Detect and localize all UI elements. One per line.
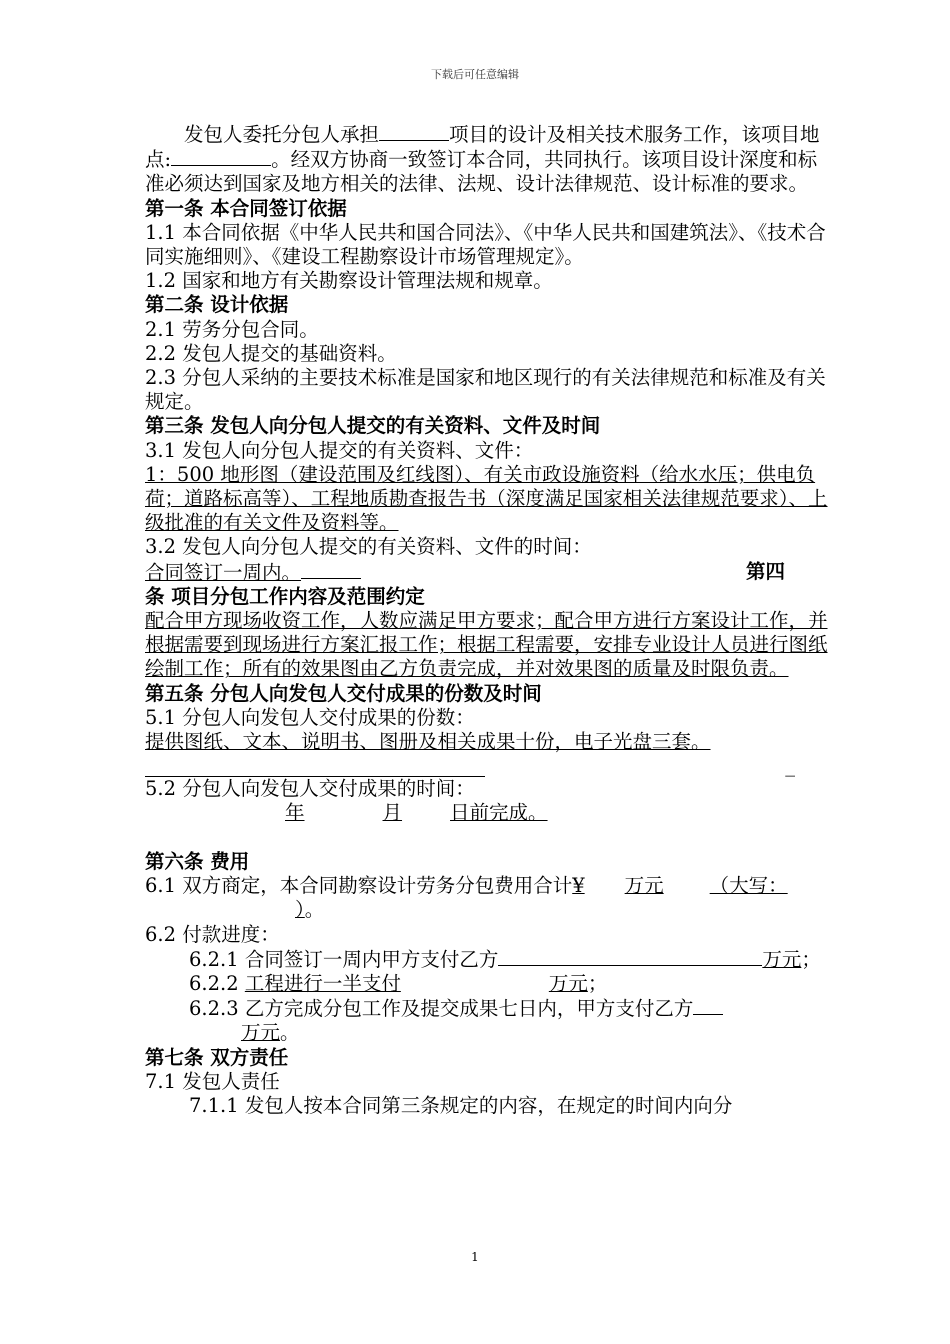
article-5-copies-text: 提供图纸、文本、说明书、图册及相关成果十份，电子光盘三套。	[145, 730, 711, 754]
payment-1-unit: 万元	[762, 947, 802, 971]
article-5-clause-2: 5.2 分包人向发包人交付成果的时间：	[145, 777, 475, 801]
currency-symbol: ¥	[572, 874, 585, 898]
article-6-clause-1	[145, 874, 835, 922]
payment-2-end: ；	[587, 971, 608, 995]
article-6-clause-2-2	[145, 972, 835, 996]
article-3-clause-2-detail	[145, 560, 835, 585]
intro-text-2: 项目的设计及相关技术服务工作，该项目地点:	[145, 123, 820, 172]
page-number: 1	[471, 1250, 479, 1264]
article-3-title: 第三条 发包人向分包人提交的有关资料、文件及时间	[145, 414, 601, 438]
article-5-blank-line	[145, 754, 795, 778]
article-6-clause-2-3-cont	[145, 1021, 835, 1045]
location-blank	[171, 147, 271, 166]
article-7-clause-1-1: 7.1.1 发包人按本合同第三条规定的内容，在规定的时间内向分	[189, 1093, 733, 1117]
article-6-title: 第六条 费用	[145, 849, 250, 873]
payment-2-text: 工程进行一半支付	[244, 971, 401, 995]
article-3-clause-1-detail	[145, 463, 835, 536]
article-4-scope-text: 配合甲方现场收资工作，人数应满足甲方要求；配合甲方进行方案设计工作，并根据需要到现场进行方案汇报工作；根据工程需要，安排专业设计人员进行图纸绘制工作；所有的效果图由乙方负责完成，并对效果图的质量及时限负责。	[145, 609, 828, 681]
article-2-clause-3: 2.3 分包人采纳的主要技术标准是国家和地区现行的有关法律规范和标准及有关规定。	[145, 366, 826, 414]
fee-capital-label: （大写：	[709, 874, 788, 898]
payment-3-text: 6.2.3 乙方完成分包工作及提交成果七日内，甲方支付乙方	[189, 997, 694, 1021]
intro-text-3: 。经双方协商一致签订本合同，共同执行。该项目设计深度和标准必须达到国家及地方相关的法律、法规、设计法律规范、设计标准的要求。	[145, 148, 818, 196]
article-3-time-blank	[301, 560, 361, 579]
article-3-clause-1: 3.1 发包人向分包人提交的有关资料、文件：	[145, 438, 534, 462]
payment-1-end: ；	[801, 947, 821, 971]
article-7-title: 第七条 双方责任	[145, 1045, 289, 1069]
intro-text-1: 发包人委托分包人承担	[184, 123, 380, 146]
date-month-label: 月	[382, 801, 403, 825]
contract-body	[145, 122, 835, 1118]
article-2-clause-2: 2.2 发包人提交的基础资料。	[145, 341, 397, 365]
article-6-fee-text: 6.1 双方商定，本合同勘察设计劳务分包费用合计	[145, 874, 573, 898]
article-5-clause-1: 5.1 分包人向发包人交付成果的份数：	[145, 705, 475, 729]
payment-2-field	[245, 972, 588, 995]
article-4-clause	[145, 609, 835, 682]
article-3-time-text: 合同签订一周内。	[145, 560, 302, 584]
article-5-date-field	[145, 801, 585, 849]
payment-1-text: 6.2.1 合同签订一周内甲方支付乙方	[189, 947, 499, 971]
article-6-fee-end: 。	[304, 898, 325, 922]
payment-3-blank-a	[693, 996, 723, 1015]
article-3-clause-2: 3.2 发包人向分包人提交的有关资料、文件的时间：	[145, 535, 592, 559]
article-1-clause-2: 1.2 国家和地方有关勘察设计管理法规和规章。	[145, 269, 553, 293]
article-3-materials-text: 1：500 地形图（建设范围及红线图）、有关市政设施资料（给水水压；供电负荷；道路标高等）、工程地质勘查报告书（深度满足国家相关法律规范要求）、上级批准的有关文件及资料等。	[145, 462, 828, 535]
date-year-label: 年	[285, 801, 305, 825]
page-header: 下载后可任意编辑	[431, 68, 519, 81]
article-2-clause-1: 2.1 劳务分包合同。	[145, 317, 319, 341]
article-1-title: 第一条 本合同签订依据	[145, 196, 347, 220]
project-name-blank	[379, 122, 449, 141]
article-6-clause-2: 6.2 付款进度：	[145, 922, 280, 946]
article-5-date-line	[145, 801, 835, 849]
payment-2-number: 6.2.2	[189, 971, 245, 995]
article-4-title: 条 项目分包工作内容及范围约定	[145, 584, 425, 608]
article-5-dash: _	[785, 754, 795, 778]
article-4-title-part-a: 第四	[745, 559, 785, 583]
payment-2-unit: 万元	[548, 971, 588, 995]
payment-3-end: 。	[280, 1021, 300, 1045]
article-2-title: 第二条 设计依据	[145, 293, 289, 317]
fee-unit: 万元	[624, 874, 664, 898]
article-1-clause-1: 1.1 本合同依据《中华人民共和国合同法》、《中华人民共和国建筑法》、《技术合同实施细则》、《建设工程勘察设计市场管理规定》。	[145, 220, 826, 269]
article-7-clause-1: 7.1 发包人责任	[145, 1069, 280, 1093]
payment-3-field	[145, 1021, 280, 1044]
article-5-title: 第五条 分包人向发包人交付成果的份数及时间	[145, 681, 542, 705]
payment-3-unit: 万元	[241, 1021, 281, 1045]
date-tail-label: 日前完成。	[450, 801, 548, 825]
article-5-clause-1-detail	[145, 730, 835, 754]
article-6-clause-2-1	[145, 947, 835, 972]
fee-capital-close: ）	[295, 898, 305, 922]
payment-1-blank	[498, 947, 762, 966]
article-6-clause-2-3	[145, 996, 835, 1021]
intro-paragraph	[145, 122, 835, 197]
